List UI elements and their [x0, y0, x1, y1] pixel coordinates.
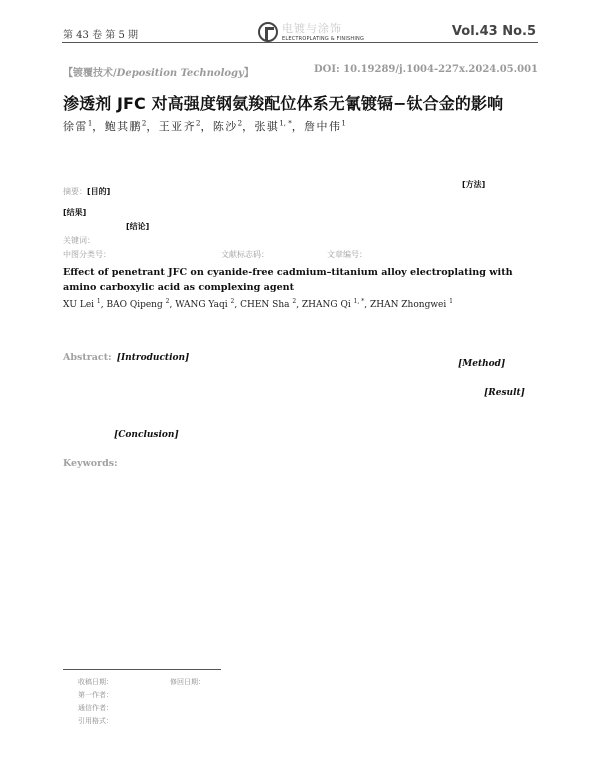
journal-logo-icon — [258, 22, 278, 42]
abstract-en-introduction — [63, 345, 189, 364]
author-name-en: ZHANG Qi — [301, 300, 351, 310]
journal-logo-text-cn: 电镀与涂饰 — [282, 22, 342, 35]
abstract-en-label: Abstract: — [63, 352, 112, 363]
author-affiliation-en: 1, * — [353, 298, 365, 305]
abstract-cn-conclusion-marker: [结论] — [126, 222, 150, 231]
author-list-cn: 徐雷$^1$，鲍其鹏$^2$，王亚齐$^2$，陈沙$^2$，张骐$^{1, *}$，詹中伟$^1$ — [63, 119, 346, 133]
abstract-cn-label: 摘要： — [63, 187, 87, 196]
author-affiliation: 1 — [87, 119, 93, 128]
author-name-en: BAO Qipeng — [106, 300, 163, 310]
issue-number-en: Vol.43 No.5 — [451, 24, 536, 39]
abstract-cn-objective-marker: [目的] — [87, 187, 111, 196]
column-label-close: 】 — [243, 68, 254, 79]
column-label — [63, 64, 254, 79]
paper-title-en: Effect of penetrant JFC on cyanide-free cadmium–titanium alloy electroplating with amino carboxylic acid as complexing agent — [63, 267, 513, 293]
journal-logo-text-en: ELECTROPLATING & FINISHING — [282, 36, 365, 42]
doi: DOI: 10.19289/j.1004-227x.2024.05.001 — [313, 64, 538, 75]
author-name-en: XU Lei — [63, 300, 95, 310]
column-label-en: Deposition Technology — [116, 68, 244, 79]
author-name-en: CHEN Sha — [240, 300, 290, 310]
column-label-cn: 【镀覆技术/ — [63, 68, 117, 79]
author-name: 徐雷 — [63, 120, 88, 133]
first-author-label: 第一作者： — [78, 691, 113, 699]
author-affiliation: 1 — [341, 119, 346, 128]
author-name-en: WANG Yaqi — [175, 300, 228, 310]
abstract-cn-method-marker: [方法] — [462, 180, 486, 189]
revised-date-label: 修回日期： — [170, 678, 205, 686]
abstract-en-conclusion-marker: [Conclusion] — [114, 430, 179, 440]
corresponding-author-label: 通信作者： — [78, 704, 113, 712]
abstract-en-result-marker: [Result] — [484, 388, 525, 398]
author-affiliation-en: 1 — [449, 298, 453, 305]
paper-title-cn: 渗透剂 JFC 对高强度钢氨羧配位体系无氰镀镉−钛合金的影响 — [63, 94, 504, 113]
keywords-en-label: Keywords: — [63, 458, 118, 469]
author-affiliation: 1, * — [279, 119, 292, 128]
received-date-label: 收稿日期： — [78, 678, 113, 686]
keywords-cn-label: 关键词： — [63, 236, 95, 245]
author-affiliation: 2 — [237, 119, 243, 128]
footnote-divider — [63, 669, 221, 670]
citation-format-label: 引用格式： — [78, 717, 113, 725]
author-affiliation-en: 2 — [230, 298, 235, 305]
clc-number-label: 中图分类号： — [63, 250, 111, 259]
author-name-en: ZHAN Zhongwei — [369, 300, 447, 310]
author-name: 张骐 — [254, 120, 280, 133]
author-affiliation: 2 — [195, 119, 201, 128]
abstract-cn-objective — [63, 179, 110, 198]
header-divider — [62, 42, 538, 43]
author-list-en: XU Lei $^1$, BAO Qipeng $^2$, WANG Yaqi $^2$, CHEN Sha $^2$, ZHANG Qi $^{1, *}$, ZHAN Zhongwei $^1$ — [63, 298, 453, 310]
author-name: 詹中伟 — [304, 120, 342, 133]
author-affiliation-en: 2 — [292, 298, 297, 305]
author-name: 陈沙 — [212, 120, 238, 133]
abstract-cn-result-marker: [结果] — [63, 208, 87, 217]
author-affiliation-en: 1 — [96, 298, 101, 305]
author-name: 王亚齐 — [158, 120, 196, 133]
document-code-label: 文献标志码： — [221, 250, 269, 259]
author-affiliation-en: 2 — [165, 298, 170, 305]
author-name: 鲍其鹏 — [104, 120, 142, 133]
article-number-label: 文章编号： — [327, 250, 367, 259]
author-affiliation: 2 — [141, 119, 147, 128]
abstract-en-introduction-marker: [Introduction] — [116, 353, 190, 363]
abstract-en-method-marker: [Method] — [458, 359, 506, 369]
issue-number-cn: 第 43 卷 第 5 期 — [63, 30, 138, 41]
